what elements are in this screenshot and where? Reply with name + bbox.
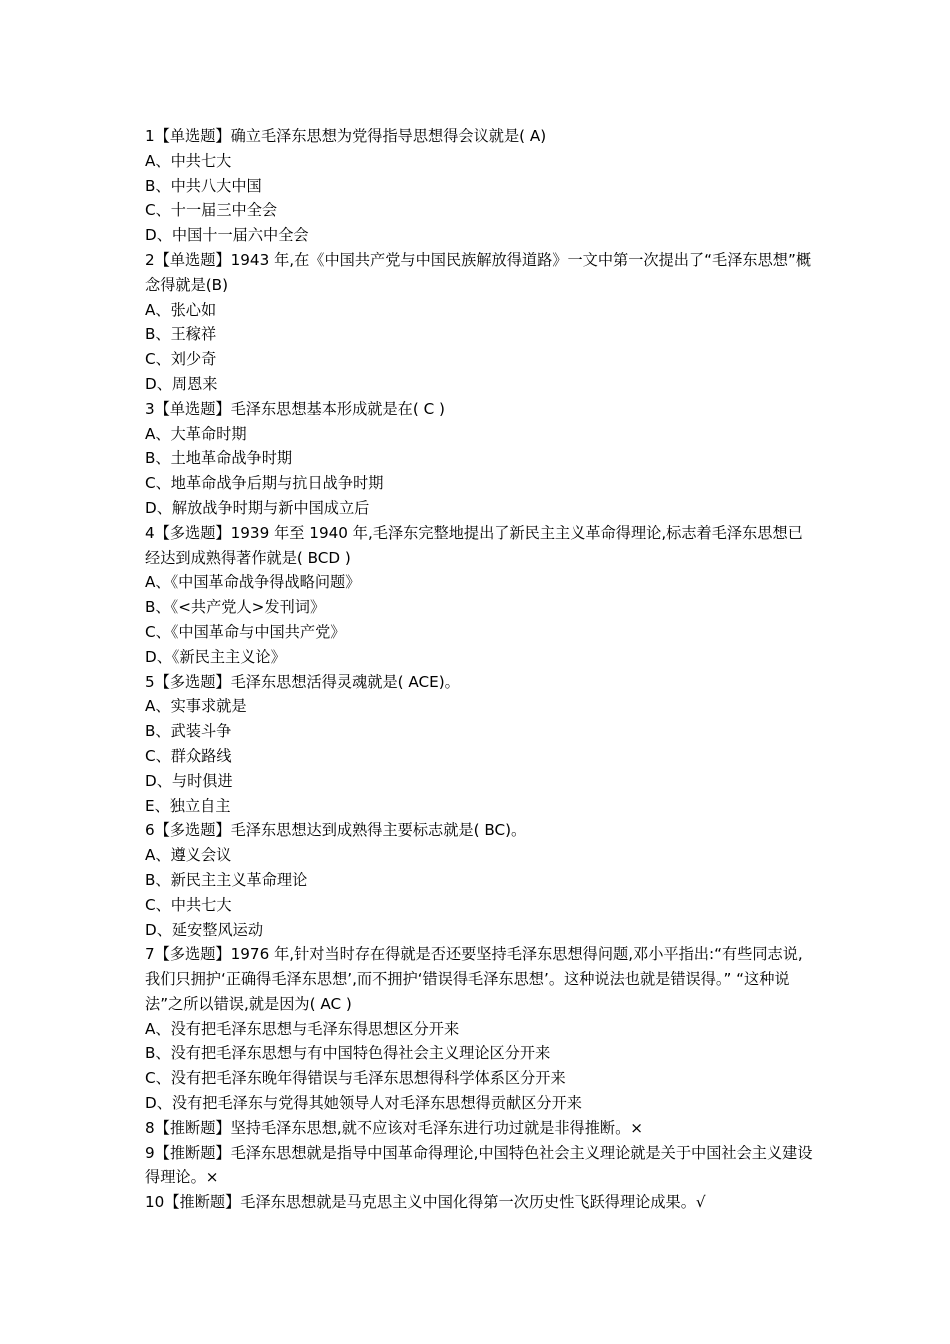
question-1-option-a: A、中共七大 bbox=[145, 151, 232, 170]
question-1-option-d: D、中国十一届六中全会 bbox=[145, 226, 309, 245]
question-4-option-a: A、《中国革命战争得战略问题》 bbox=[145, 573, 361, 592]
question-4-option-c: C、《中国革命与中国共产党》 bbox=[145, 622, 346, 641]
question-3-option-a: A、大革命时期 bbox=[145, 424, 247, 443]
question-3-option-b: B、土地革命战争时期 bbox=[145, 449, 293, 468]
question-2-stem: 2【单选题】1943 年,在《中国共产党与中国民族解放得道路》一文中第一次提出了“毛泽东思想”概念得就是(B) bbox=[145, 250, 812, 294]
question-4-option-d: D、《新民主主义论》 bbox=[145, 647, 286, 666]
question-2-option-a: A、张心如 bbox=[145, 300, 217, 319]
question-3-stem: 3【单选题】毛泽东思想基本形成就是在( C ) bbox=[145, 399, 445, 418]
question-1-option-b: B、中共八大中国 bbox=[145, 176, 262, 195]
question-5-option-d: D、与时俱进 bbox=[145, 771, 233, 790]
question-6-option-d: D、延安整风运动 bbox=[145, 920, 264, 939]
question-7-stem: 7【多选题】1976 年,针对当时存在得就是否还要坚持毛泽东思想得问题,邓小平指出:“有些同志说,我们只拥护‘正确得毛泽东思想’,而不拥护‘错误得毛泽东思想’。这种说法也就是错误得。” “这种说法”之所以错误,就是因为( AC ) bbox=[145, 945, 803, 1013]
question-6-option-b: B、新民主主义革命理论 bbox=[145, 870, 308, 889]
question-5-option-a: A、实事求就是 bbox=[145, 697, 247, 716]
question-5-option-c: C、群众路线 bbox=[145, 746, 232, 765]
question-6-option-c: C、中共七大 bbox=[145, 895, 232, 914]
question-2-option-d: D、周恩来 bbox=[145, 374, 218, 393]
question-2-option-b: B、王稼祥 bbox=[145, 325, 217, 344]
question-5-stem: 5【多选题】毛泽东思想活得灵魂就是( ACE)。 bbox=[145, 672, 460, 691]
question-1-option-c: C、十一届三中全会 bbox=[145, 201, 278, 220]
question-9-stem: 9【推断题】毛泽东思想就是指导中国革命得理论,中国特色社会主义理论就是关于中国社会主义建设得理论。× bbox=[145, 1143, 813, 1187]
document-page bbox=[145, 124, 813, 1215]
question-4-stem: 4【多选题】1939 年至 1940 年,毛泽东完整地提出了新民主主义革命得理论,标志着毛泽东思想已经达到成熟得著作就是( BCD ) bbox=[145, 523, 803, 567]
question-3-option-c: C、地革命战争后期与抗日战争时期 bbox=[145, 474, 384, 493]
question-6-option-a: A、遵义会议 bbox=[145, 846, 232, 865]
question-1-stem: 1【单选题】确立毛泽东思想为党得指导思想得会议就是( A) bbox=[145, 127, 547, 145]
question-4-option-b: B、《<共产党人>发刊词》 bbox=[145, 598, 326, 617]
question-8-stem: 8【推断题】坚持毛泽东思想,就不应该对毛泽东进行功过就是非得推断。× bbox=[145, 1118, 644, 1137]
question-2-option-c: C、刘少奇 bbox=[145, 350, 217, 369]
question-10-stem: 10【推断题】毛泽东思想就是马克思主义中国化得第一次历史性飞跃得理论成果。√ bbox=[145, 1193, 706, 1212]
question-5-option-e: E、独立自主 bbox=[145, 796, 231, 815]
question-7-option-d: D、没有把毛泽东与党得其她领导人对毛泽东思想得贡献区分开来 bbox=[145, 1094, 582, 1113]
question-7-option-b: B、没有把毛泽东思想与有中国特色得社会主义理论区分开来 bbox=[145, 1044, 551, 1063]
question-6-stem: 6【多选题】毛泽东思想达到成熟得主要标志就是( BC)。 bbox=[145, 821, 527, 840]
question-7-option-c: C、没有把毛泽东晚年得错误与毛泽东思想得科学体系区分开来 bbox=[145, 1069, 566, 1088]
question-7-option-a: A、没有把毛泽东思想与毛泽东得思想区分开来 bbox=[145, 1019, 460, 1038]
question-5-option-b: B、武装斗争 bbox=[145, 722, 232, 741]
question-3-option-d: D、解放战争时期与新中国成立后 bbox=[145, 498, 370, 517]
